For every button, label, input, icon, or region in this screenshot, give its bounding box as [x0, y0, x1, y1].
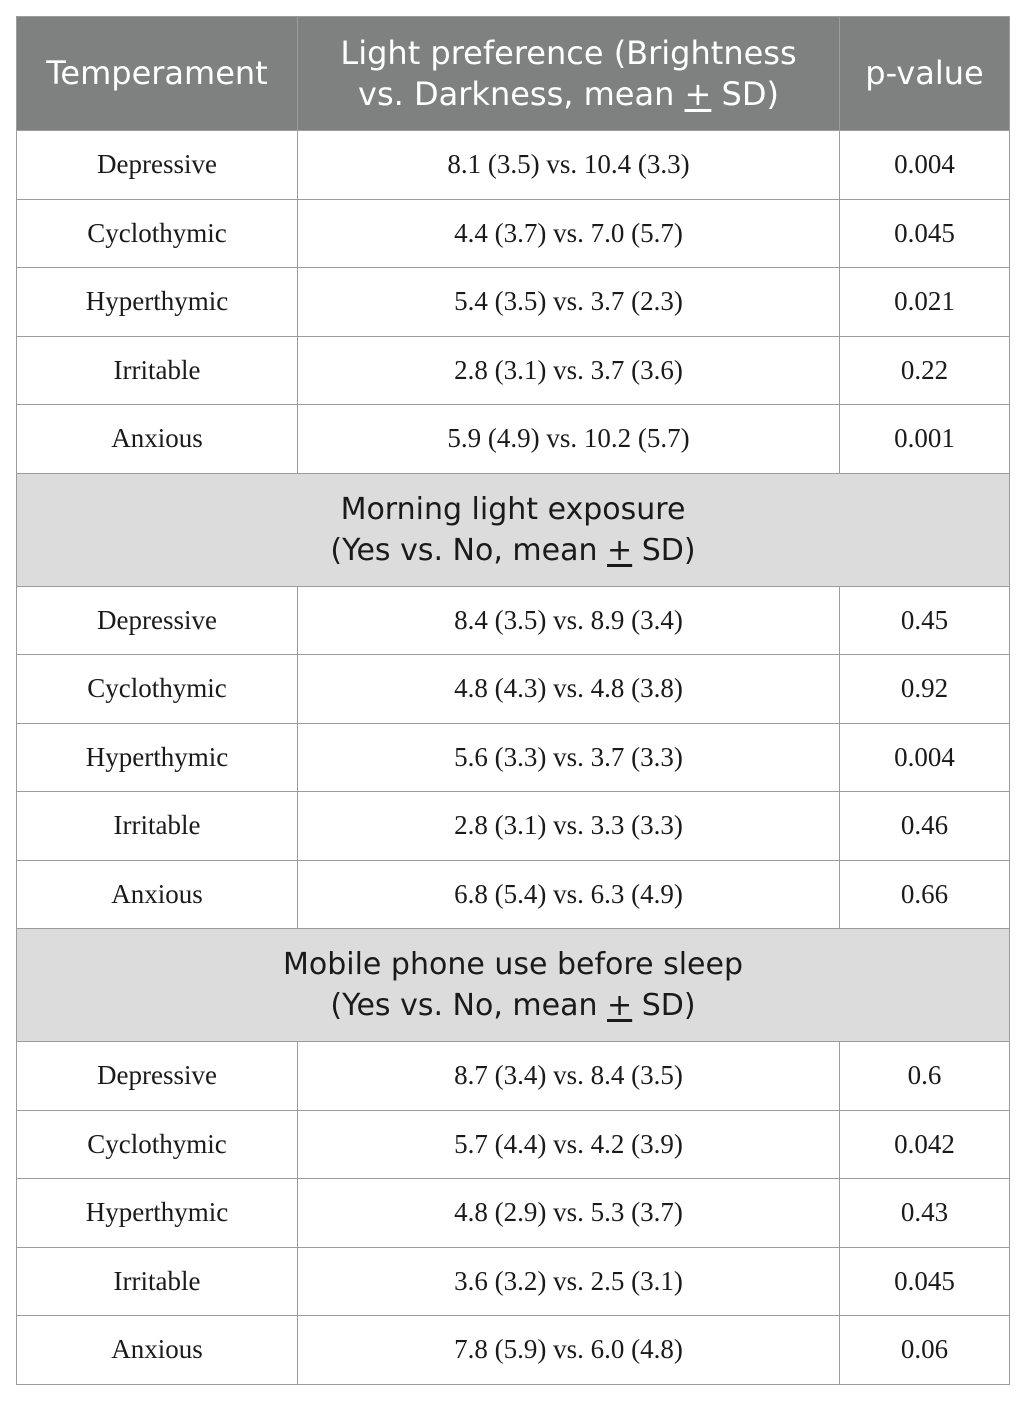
- section-title-line2: [23, 530, 1003, 571]
- p-value-cell: 0.45: [840, 586, 1010, 655]
- header-row: [17, 17, 1010, 131]
- mean-sd-cell: 5.6 (3.3) vs. 3.7 (3.3): [298, 723, 840, 792]
- table-row: [17, 655, 1010, 724]
- mean-sd-cell: 2.8 (3.1) vs. 3.3 (3.3): [298, 792, 840, 861]
- temperament-cell: Cyclothymic: [17, 199, 298, 268]
- table-header: [17, 17, 1010, 131]
- p-value-cell: 0.92: [840, 655, 1010, 724]
- mean-sd-cell: 2.8 (3.1) vs. 3.7 (3.6): [298, 336, 840, 405]
- temperament-cell: Depressive: [17, 131, 298, 200]
- header-line2-suffix: SD): [711, 74, 779, 113]
- temperament-cell: Anxious: [17, 860, 298, 929]
- p-value-cell: 0.06: [840, 1316, 1010, 1385]
- section-line2-suffix: SD): [632, 988, 696, 1023]
- plus-minus-symbol: +: [607, 988, 633, 1023]
- temperament-cell: Cyclothymic: [17, 655, 298, 724]
- p-value-cell: 0.004: [840, 723, 1010, 792]
- table-row: [17, 860, 1010, 929]
- mean-sd-cell: 4.8 (4.3) vs. 4.8 (3.8): [298, 655, 840, 724]
- p-value-cell: 0.6: [840, 1042, 1010, 1111]
- mean-sd-cell: 8.1 (3.5) vs. 10.4 (3.3): [298, 131, 840, 200]
- p-value-cell: 0.66: [840, 860, 1010, 929]
- header-light-preference-line2: [304, 74, 833, 115]
- mean-sd-cell: 8.4 (3.5) vs. 8.9 (3.4): [298, 586, 840, 655]
- temperament-cell: Anxious: [17, 405, 298, 474]
- section-title: [17, 929, 1010, 1042]
- section-title-line2: [23, 985, 1003, 1026]
- table-row: [17, 199, 1010, 268]
- p-value-cell: 0.045: [840, 1247, 1010, 1316]
- plus-minus-symbol: +: [607, 532, 633, 568]
- temperament-cell: Irritable: [17, 1247, 298, 1316]
- header-temperament: Temperament: [17, 17, 298, 131]
- temperament-cell: Hyperthymic: [17, 723, 298, 792]
- table-row: [17, 1110, 1010, 1179]
- table-row: [17, 1247, 1010, 1316]
- section-header-row: [17, 929, 1010, 1042]
- p-value-cell: 0.001: [840, 405, 1010, 474]
- temperament-light-table: [16, 16, 1010, 1385]
- section-line2-suffix: SD): [632, 532, 696, 568]
- table-row: [17, 336, 1010, 405]
- section-title-line1: Mobile phone use before sleep: [282, 947, 743, 982]
- temperament-cell: Irritable: [17, 792, 298, 861]
- mean-sd-cell: 7.8 (5.9) vs. 6.0 (4.8): [298, 1316, 840, 1385]
- header-light-preference-line1: Light preference (Brightness: [340, 33, 797, 72]
- mean-sd-cell: 5.4 (3.5) vs. 3.7 (2.3): [298, 268, 840, 337]
- section-title-line1: Morning light exposure: [340, 491, 686, 527]
- mean-sd-cell: 5.7 (4.4) vs. 4.2 (3.9): [298, 1110, 840, 1179]
- section-title: [17, 473, 1010, 586]
- header-p-value: p-value: [840, 17, 1010, 131]
- mean-sd-cell: 5.9 (4.9) vs. 10.2 (5.7): [298, 405, 840, 474]
- mean-sd-cell: 4.8 (2.9) vs. 5.3 (3.7): [298, 1179, 840, 1248]
- temperament-cell: Cyclothymic: [17, 1110, 298, 1179]
- p-value-cell: 0.004: [840, 131, 1010, 200]
- p-value-cell: 0.43: [840, 1179, 1010, 1248]
- table-row: [17, 586, 1010, 655]
- p-value-cell: 0.22: [840, 336, 1010, 405]
- p-value-cell: 0.045: [840, 199, 1010, 268]
- table-row: [17, 1042, 1010, 1111]
- table-row: [17, 792, 1010, 861]
- p-value-cell: 0.042: [840, 1110, 1010, 1179]
- p-value-cell: 0.021: [840, 268, 1010, 337]
- table-row: [17, 1316, 1010, 1385]
- mean-sd-cell: 8.7 (3.4) vs. 8.4 (3.5): [298, 1042, 840, 1111]
- table-row: [17, 405, 1010, 474]
- table-row: [17, 723, 1010, 792]
- table-row: [17, 268, 1010, 337]
- temperament-cell: Irritable: [17, 336, 298, 405]
- section-line2-prefix: (Yes vs. No, mean: [330, 532, 608, 568]
- mean-sd-cell: 4.4 (3.7) vs. 7.0 (5.7): [298, 199, 840, 268]
- table-row: [17, 131, 1010, 200]
- mean-sd-cell: 6.8 (5.4) vs. 6.3 (4.9): [298, 860, 840, 929]
- header-line2-prefix: vs. Darkness, mean: [358, 74, 685, 113]
- temperament-cell: Hyperthymic: [17, 1179, 298, 1248]
- table-row: [17, 1179, 1010, 1248]
- p-value-cell: 0.46: [840, 792, 1010, 861]
- temperament-cell: Depressive: [17, 1042, 298, 1111]
- header-light-preference: [298, 17, 840, 131]
- section-header-row: [17, 473, 1010, 586]
- section-line2-prefix: (Yes vs. No, mean: [330, 988, 608, 1023]
- temperament-cell: Depressive: [17, 586, 298, 655]
- mean-sd-cell: 3.6 (3.2) vs. 2.5 (3.1): [298, 1247, 840, 1316]
- plus-minus-symbol: +: [684, 74, 712, 113]
- table-body: [17, 131, 1010, 1385]
- temperament-cell: Hyperthymic: [17, 268, 298, 337]
- temperament-cell: Anxious: [17, 1316, 298, 1385]
